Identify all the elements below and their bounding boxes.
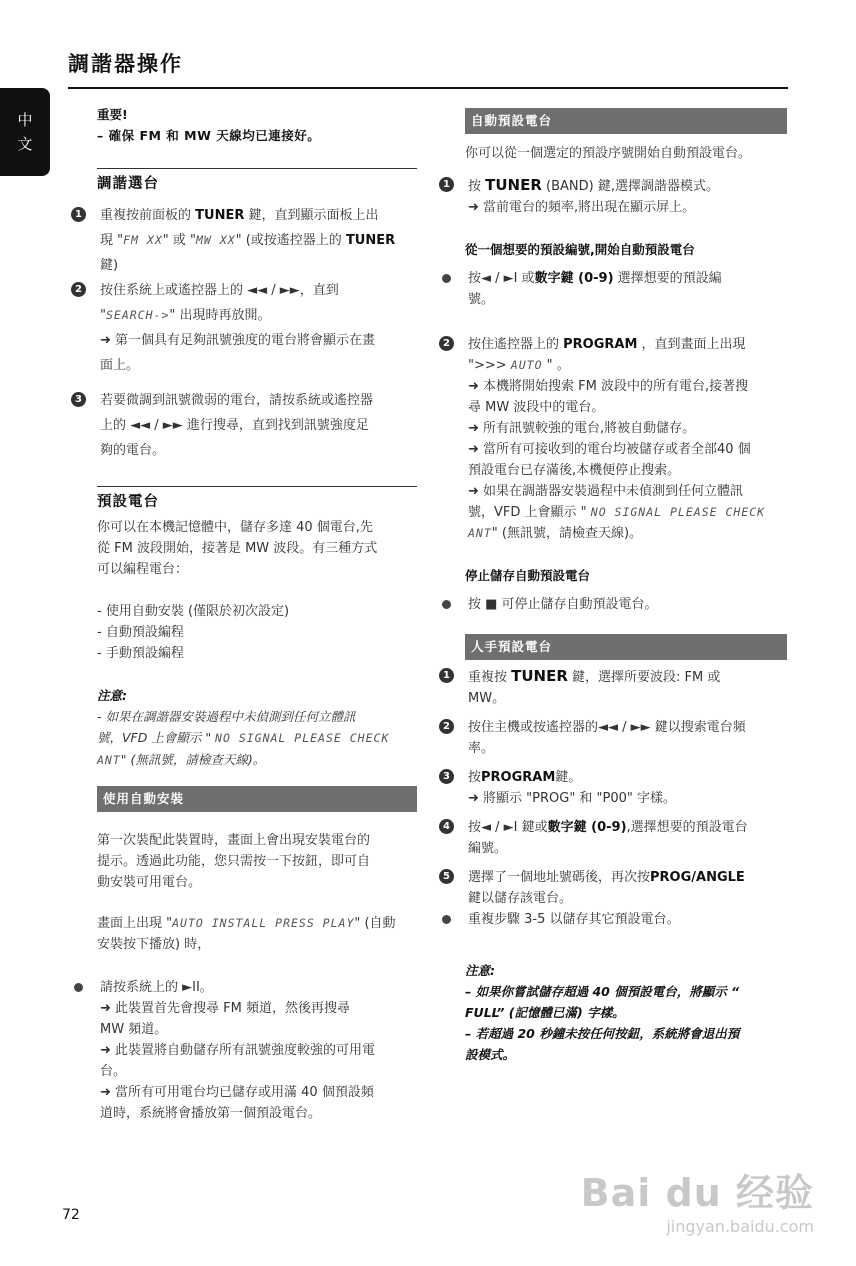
text: 第一次裝配此裝置時，畫面上會出現安裝電台的 [97, 833, 371, 848]
text: ➜ 當所有可接收到的電台均被儲存或者全部40 個 [468, 442, 751, 457]
auto-install-bar: 使用自動安裝 [97, 786, 417, 812]
lcd-text: AUTO INSTALL PRESS PLAY [172, 916, 355, 930]
text: " (自動 [354, 916, 396, 931]
important-block [97, 104, 417, 146]
tune-steps [71, 205, 417, 461]
text: ,選擇想要的預設電台 [626, 820, 748, 835]
bullet [442, 600, 451, 609]
step [439, 175, 790, 218]
text: ➜ 第一個具有足夠訊號強度的電台將會顯示在畫 [100, 333, 376, 348]
step-number-1: 1 [71, 207, 86, 222]
text: 鍵) [100, 258, 119, 273]
text: 重複步驟 3-5 以儲存其它預設電台。 [468, 912, 680, 927]
stop-heading: 停止儲存自動預設電台 [465, 568, 591, 583]
text: 按◄ / ►I 鍵或 [468, 820, 548, 835]
lcd-text: NO SIGNAL PLEASE CHECK [215, 731, 390, 745]
preset-methods [97, 601, 417, 664]
manual-preset-bar: 人手預設電台 [465, 634, 787, 660]
auto-preset-step-1 [439, 175, 790, 218]
divider [97, 486, 417, 487]
step-number-1: 1 [439, 177, 454, 192]
text: ➜ 當前電台的頻率,將出現在顯示屏上。 [468, 200, 696, 215]
text: 鍵以儲存該電台。 [468, 891, 573, 906]
auto-preset-intro: 你可以從一個選定的預設序號開始自動預設電台。 [465, 146, 752, 161]
text: 按住主機或按遙控器的◄◄ / ►► 鍵以搜索電台頻 [468, 720, 746, 735]
language-tab [0, 88, 50, 176]
text: 動安裝可用電台。 [97, 875, 202, 890]
bullet-item [439, 594, 790, 615]
manual-step-3 [439, 767, 790, 809]
tune-heading: 調諧選台 [97, 176, 159, 192]
text: 畫面上出現 " [97, 916, 173, 931]
text: 設模式。 [465, 1047, 516, 1062]
manual-repeat [439, 909, 790, 930]
text: ➜ 此裝置將自動儲存所有訊號強度較強的可用電 [100, 1043, 376, 1058]
text: " 出現時再放開。 [169, 308, 271, 323]
auto-install-step [71, 977, 422, 1124]
stop-step [439, 594, 790, 615]
note-title: 注意: [465, 963, 495, 978]
text: 你可以在本機記憶體中，儲存多達 40 個電台,先 [97, 520, 373, 535]
text: 提示。透過此功能，您只需按一下按鈕，即可自 [97, 854, 371, 869]
text: 安裝按下播放) 時， [97, 937, 211, 952]
list-item: - 使用自動安裝 (僅限於初次設定) [97, 604, 290, 619]
note-title: 注意: [97, 688, 127, 703]
text: ➜ 所有訊號較強的電台,將被自動儲存。 [468, 421, 696, 436]
text: ，直到畫面上出現 [637, 337, 746, 352]
text: 編號。 [468, 841, 508, 856]
tune-step-1 [71, 205, 417, 276]
text: MW 頻道。 [100, 1022, 168, 1037]
language-tab-char-2: 文 [17, 135, 33, 153]
page-title: 調諧器操作 [68, 52, 183, 76]
text: 號。 [468, 292, 495, 307]
text: MW。 [468, 691, 506, 706]
text: 上的 ◄◄ / ►► 進行搜尋，直到找到訊號強度足 [100, 418, 369, 433]
lcd-text: MW XX [195, 233, 236, 247]
tuner-key: TUNER [345, 233, 396, 248]
text: 重複按 [468, 670, 512, 685]
text: ➜ 此裝置首先會搜尋 FM 頻道，然後再搜尋 [100, 1001, 350, 1016]
language-tab-char-1: 中 [17, 111, 33, 129]
step-number-3: 3 [439, 769, 454, 784]
manual-step-2 [439, 717, 790, 759]
text: 重複按前面板的 [100, 208, 196, 223]
right-note-block [465, 960, 790, 1065]
watermark-url: jingyan.baidu.com [666, 1217, 814, 1236]
watermark [581, 1162, 814, 1236]
tuner-key: TUNER [511, 667, 568, 685]
numeric-keys: 數字鍵 (0-9) [534, 271, 614, 286]
tune-step-2 [71, 280, 417, 376]
text: 按住系統上或遙控器上的 ◄◄ / ►►，直到 [100, 283, 339, 298]
auto-install-intro [97, 830, 422, 893]
manual-steps [439, 666, 790, 930]
text: ➜ 如果在調諧器安裝過程中未偵測到任何立體訊 [468, 484, 744, 499]
list-item: - 手動預設編程 [97, 646, 184, 661]
auto-preset-bar: 自動預設電台 [465, 108, 787, 134]
bullet-item [71, 977, 422, 1124]
text: 鍵，直到顯示面板上出 [244, 208, 379, 223]
header-rule [68, 87, 788, 89]
from-step [439, 268, 790, 310]
lcd-text: SEARCH-> [105, 308, 170, 322]
auto-preset-step-2 [439, 334, 790, 544]
text: " (或按遙控器上的 [235, 233, 346, 248]
bullet [442, 274, 451, 283]
text: (BAND) 鍵,選擇調諧器模式。 [541, 179, 719, 194]
bullet-item [439, 268, 790, 310]
manual-step-4 [439, 817, 790, 859]
text: 夠的電台。 [100, 443, 166, 458]
program-key: PROGRAM [563, 337, 638, 352]
text: 台。 [100, 1064, 127, 1079]
text: 若要微調到訊號微弱的電台，請按系統或遙控器 [100, 393, 374, 408]
text: 號，VFD 上會顯示 " [97, 730, 216, 745]
text: " (無訊號，請檢查天線)。 [120, 752, 266, 767]
text: ➜ 將顯示 "PROG" 和 "P00" 字樣。 [468, 791, 677, 806]
tuner-key: TUNER [485, 176, 542, 194]
manual-step-5 [439, 867, 790, 909]
step-number-1: 1 [439, 668, 454, 683]
text: – 如果你嘗試儲存超過 40 個預設電台，將顯示 “ [465, 984, 740, 999]
preset-intro [97, 517, 422, 580]
step-number-5: 5 [439, 869, 454, 884]
text: ➜ 本機將開始搜索 FM 波段中的所有電台,接著搜 [468, 379, 749, 394]
text: 號，VFD 上會顯示 " [468, 505, 591, 520]
text: 鍵。 [555, 770, 582, 785]
prog-angle-key: PROG/ANGLE [650, 870, 745, 885]
text: 面上。 [100, 358, 140, 373]
watermark-logo: Bai du 经验 [580, 1171, 814, 1215]
page-number: 72 [62, 1207, 80, 1223]
step-number-3: 3 [71, 392, 86, 407]
text: 尋 MW 波段中的電台。 [468, 400, 605, 415]
text: ➜ 當所有可用電台均已儲存或用滿 40 個預設頻 [100, 1085, 374, 1100]
manual-step-1 [439, 666, 790, 709]
text: ">>> [468, 358, 511, 373]
text: " 。 [542, 358, 570, 373]
text: 按住遙控器上的 [468, 337, 564, 352]
bullet [74, 983, 83, 992]
text: 按 ■ 可停止儲存自動預設電台。 [468, 597, 658, 612]
from-heading: 從一個想要的預設編號,開始自動預設電台 [465, 242, 695, 257]
text: 率。 [468, 741, 495, 756]
tuner-key: TUNER [195, 208, 245, 223]
text: 選擇了一個地址號碼後，再次按 [468, 870, 651, 885]
text: 按 [468, 179, 486, 194]
lcd-text: AUTO [510, 358, 543, 372]
text: " [100, 308, 106, 323]
step-number-2: 2 [71, 282, 86, 297]
preset-heading: 預設電台 [97, 494, 159, 510]
important-text: – 確保 FM 和 MW 天線均已連接好。 [97, 128, 321, 143]
text: 選擇想要的預設編 [613, 271, 722, 286]
text: 按◄ / ►I 或 [468, 271, 535, 286]
numeric-keys: 數字鍵 (0-9) [547, 820, 627, 835]
text: 現 " [100, 233, 124, 248]
text: – 若超過 20 秒鐘未按任何按鈕，系統將會退出預 [465, 1026, 740, 1041]
lcd-text: ANT [97, 753, 121, 767]
auto-install-screen [97, 913, 422, 955]
text: 道時，系統將會播放第一個預設電台。 [100, 1106, 322, 1121]
divider [97, 168, 417, 169]
text: " 或 " [162, 233, 196, 248]
step-number-2: 2 [439, 719, 454, 734]
text: 預設電台已存滿後,本機便停止搜索。 [468, 463, 681, 478]
program-key: PROGRAM [481, 770, 556, 785]
list-item: - 自動預設編程 [97, 625, 184, 640]
lcd-text: NO SIGNAL PLEASE CHECK [590, 505, 766, 519]
text: 從 FM 波段開始，接著是 MW 波段。有三種方式 [97, 541, 378, 556]
note-block [97, 685, 427, 771]
text: 請按系統上的 ►II。 [100, 980, 213, 995]
text: 鍵，選擇所要波段: FM 或 [567, 670, 721, 685]
text: - 如果在調諧器安裝過程中未偵測到任何立體訊 [97, 709, 356, 724]
text: 按 [468, 770, 482, 785]
lcd-text: ANT [468, 526, 492, 540]
step-number-4: 4 [439, 819, 454, 834]
text: 可以編程電台： [97, 562, 189, 577]
tune-step-3 [71, 390, 417, 461]
step [439, 334, 790, 544]
lcd-text: FM XX [123, 233, 163, 247]
important-title: 重要! [97, 107, 128, 122]
bullet [442, 915, 451, 924]
text: FULL” (記憶體已滿) 字樣。 [465, 1005, 625, 1020]
text: " (無訊號，請檢查天線)。 [491, 526, 643, 541]
step-number-2: 2 [439, 336, 454, 351]
